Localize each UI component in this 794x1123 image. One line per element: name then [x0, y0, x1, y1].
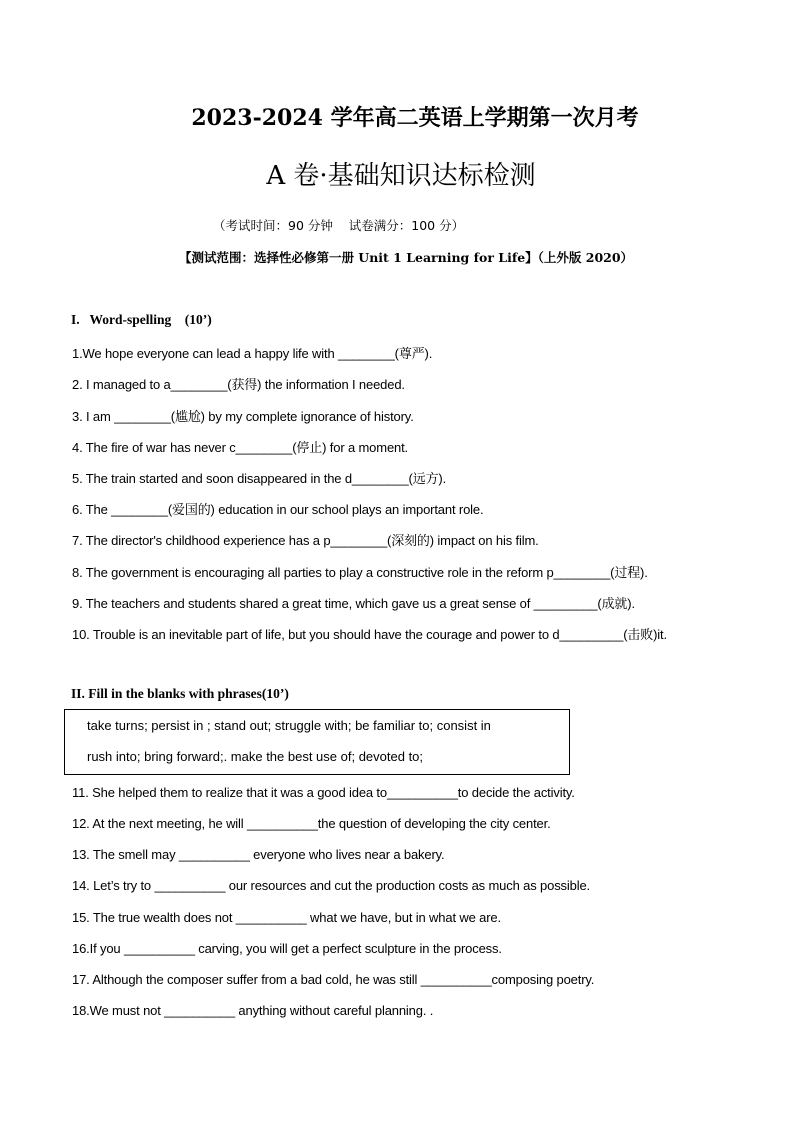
question-11: 11. She helped them to realize that it was a good idea to__________to decide the activity. [72, 785, 575, 800]
question-10: 10. Trouble is an inevitable part of life, but you should have the courage and power to d_________(击败)it. [72, 627, 667, 642]
question-15: 15. The true wealth does not __________ what we have, but in what we are. [72, 910, 501, 925]
section-1-heading: I. Word-spelling (10’) [71, 312, 212, 327]
page-title: 2023-2024 学年高二英语上学期第一次月考 [191, 105, 639, 131]
test-scope: 【测试范围：选择性必修第一册 Unit 1 Learning for Life】（上外版 2020） [178, 250, 634, 265]
exam-time-info: （考试时间：90 分钟 试卷满分：100 分） [213, 218, 465, 233]
question-13: 13. The smell may __________ everyone who lives near a bakery. [72, 847, 445, 862]
question-1: 1.We hope everyone can lead a happy life with ________(尊严). [72, 346, 433, 361]
question-8: 8. The government is encouraging all parties to play a constructive role in the reform p________(过程). [72, 565, 648, 580]
question-4: 4. The fire of war has never c________(停止) for a moment. [72, 440, 409, 455]
question-18: 18.We must not __________ anything without careful planning. . [72, 1003, 434, 1018]
page-subtitle: A 卷·基础知识达标检测 [266, 161, 536, 191]
question-7: 7. The director's childhood experience has a p________(深刻的) impact on his film. [72, 533, 539, 548]
question-2: 2. I managed to a________(获得) the information I needed. [72, 377, 405, 392]
section-2-heading: II. Fill in the blanks with phrases(10’) [71, 686, 289, 701]
phrase-bank-line-2: rush into; bring forward;. make the best use of; devoted to; [87, 749, 424, 764]
question-5: 5. The train started and soon disappeared in the d________(远方). [72, 471, 447, 486]
phrase-bank-box [64, 709, 570, 775]
question-3: 3. I am ________(尴尬) by my complete ignorance of history. [72, 409, 414, 424]
question-6: 6. The ________(爱国的) education in our school plays an important role. [72, 502, 484, 517]
phrase-bank-line-1: take turns; persist in ; stand out; struggle with; be familiar to; consist in [87, 718, 491, 733]
question-16: 16.If you __________ carving, you will get a perfect sculpture in the process. [72, 941, 502, 956]
question-14: 14. Let’s try to __________ our resources and cut the production costs as much as possible. [72, 878, 590, 893]
question-17: 17. Although the composer suffer from a bad cold, he was still __________composing poetry. [72, 972, 595, 987]
question-9: 9. The teachers and students shared a great time, which gave us a great sense of _________(成就). [72, 596, 635, 611]
question-12: 12. At the next meeting, he will __________the question of developing the city center. [72, 816, 551, 831]
